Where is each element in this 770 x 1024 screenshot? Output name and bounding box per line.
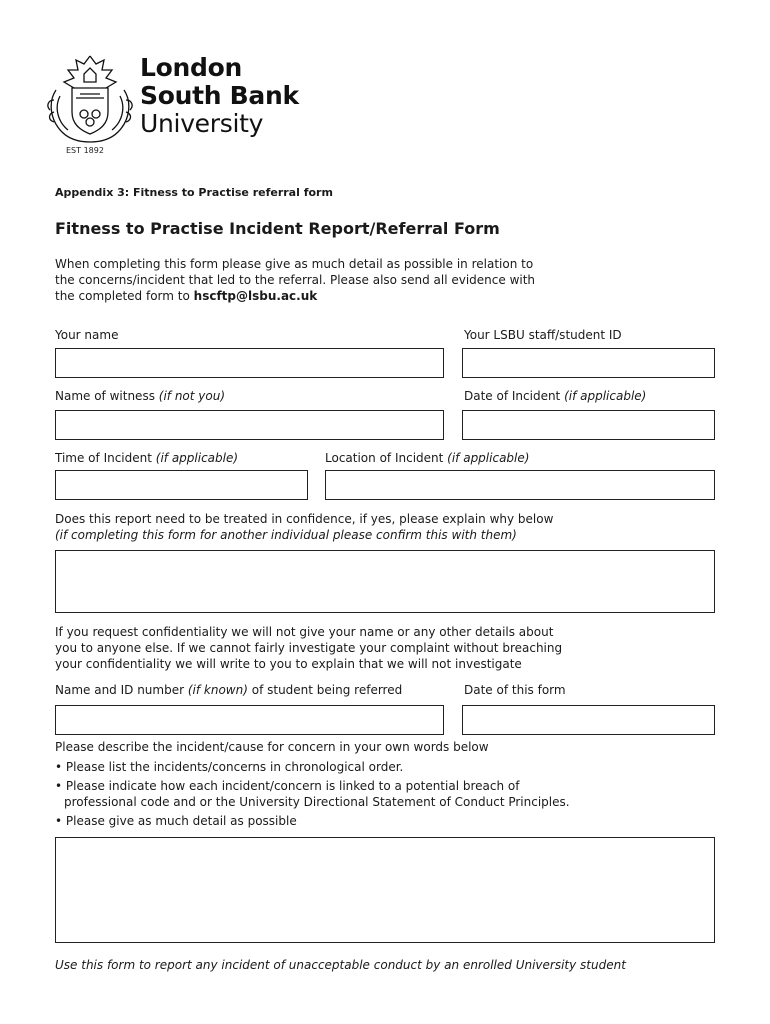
witness-label — [55, 388, 225, 404]
confidentiality-line-2: you to anyone else. If we cannot fairly investigate your complaint without breaching — [55, 641, 563, 655]
confidentiality-line-1: If you request confidentiality we will not give your name or any other details about — [55, 625, 554, 639]
witness-label-note: (if not you) — [158, 389, 226, 403]
describe-bullet-2-cont: professional code and or the University Directional Statement of Conduct Principles. — [64, 795, 570, 809]
university-crest-logo — [44, 50, 136, 146]
describe-bullet-list — [55, 759, 570, 829]
describe-bullet-3: • Please give as much detail as possible — [55, 813, 297, 828]
your-name-field[interactable] — [55, 348, 444, 378]
footer-note: Use this form to report any incident of unacceptable conduct by an enrolled University student — [55, 958, 626, 972]
contact-email: hscftp@lsbu.ac.uk — [193, 289, 318, 303]
time-incident-label-note: (if applicable) — [155, 451, 239, 465]
logo-text-london: London — [140, 53, 242, 82]
date-incident-label — [464, 388, 646, 404]
intro-line-3 — [55, 288, 575, 304]
location-label — [325, 450, 529, 466]
your-name-label: Your name — [55, 328, 119, 342]
confidence-note: (if completing this form for another individual please confirm this with them) — [55, 528, 517, 542]
witness-field[interactable] — [55, 410, 444, 440]
location-label-text: Location of Incident — [325, 451, 448, 465]
date-form-label: Date of this form — [464, 683, 566, 697]
logo-text-university: University — [140, 109, 264, 138]
location-field[interactable] — [325, 470, 715, 500]
confidence-textarea[interactable] — [55, 550, 715, 613]
describe-bullet-1: • Please list the incidents/concerns in chronological order. — [55, 760, 404, 774]
staff-id-field[interactable] — [462, 348, 715, 378]
time-incident-field[interactable] — [55, 470, 308, 500]
incident-description-textarea[interactable] — [55, 837, 715, 943]
logo-text-south-bank: South Bank — [140, 81, 299, 110]
intro-paragraph — [55, 256, 575, 304]
intro-line-1: When completing this form please give as much detail as possible in relation to — [55, 257, 534, 271]
witness-label-text: Name of witness — [55, 389, 159, 403]
form-title: Fitness to Practise Incident Report/Referral Form — [55, 219, 500, 238]
date-incident-label-note: (if applicable) — [564, 389, 647, 403]
student-name-label-suffix: of student being referred — [247, 683, 403, 697]
date-incident-label-text: Date of Incident — [464, 389, 565, 403]
student-name-field[interactable] — [55, 705, 444, 735]
date-form-field[interactable] — [462, 705, 715, 735]
location-label-note: (if applicable) — [447, 451, 530, 465]
confidentiality-line-3: your confidentiality we will write to you to explain that we will not investigate — [55, 657, 522, 671]
time-incident-label-text: Time of Incident — [55, 451, 156, 465]
student-name-label-text: Name and ID number — [55, 683, 188, 697]
describe-heading: Please describe the incident/cause for concern in your own words below — [55, 740, 489, 754]
intro-line-3-prefix: the completed form to — [55, 289, 194, 303]
student-name-label — [55, 682, 402, 698]
student-name-label-note: (if known) — [187, 683, 248, 697]
appendix-heading: Appendix 3: Fitness to Practise referral form — [55, 186, 333, 199]
staff-id-label: Your LSBU staff/student ID — [464, 328, 622, 342]
describe-bullet-2: • Please indicate how each incident/concern is linked to a potential breach of — [55, 778, 520, 793]
date-incident-field[interactable] — [462, 410, 715, 440]
logo-est-year: EST 1892 — [66, 146, 104, 155]
time-incident-label — [55, 450, 238, 466]
confidence-label: Does this report need to be treated in confidence, if yes, please explain why below — [55, 512, 554, 526]
intro-line-2: the concerns/incident that led to the referral. Please also send all evidence with — [55, 273, 536, 287]
